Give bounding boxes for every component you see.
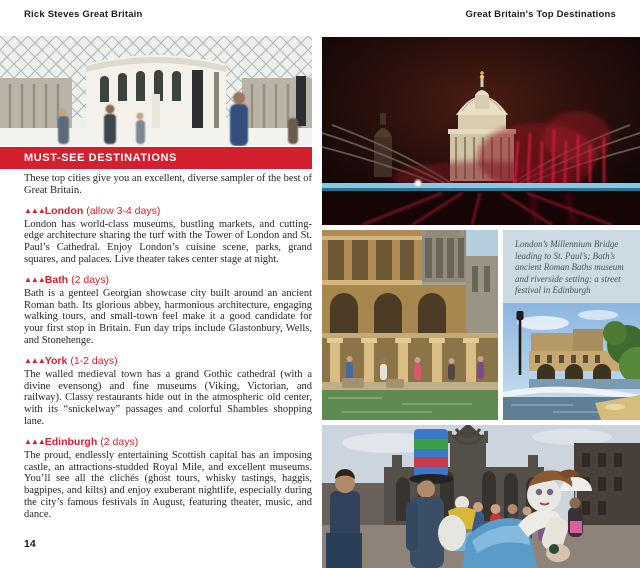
page-number: 14 <box>24 538 36 550</box>
section-edinburgh <box>24 436 312 521</box>
must-see-banner <box>0 147 312 169</box>
section-heading-york <box>24 355 312 367</box>
city-name: Edinburgh <box>44 435 98 448</box>
running-head-book-title: Rick Steves Great Britain <box>24 9 143 20</box>
section-york <box>24 355 312 428</box>
photo-british-museum <box>0 36 312 146</box>
rating-triangles-icon: ▲▲▲ <box>24 274 45 284</box>
photo-roman-baths <box>322 230 498 420</box>
city-name: London <box>44 204 84 217</box>
rating-triangles-icon: ▲▲▲ <box>24 355 45 365</box>
body-text-column <box>24 173 312 521</box>
rating-triangles-icon: ▲▲▲ <box>24 205 45 215</box>
visit-duration: (2 days) <box>71 273 110 286</box>
visit-duration: (2 days) <box>100 435 139 448</box>
section-body: London has world-class museums, bustling markets, and cutting-edge architecture sharing the turf with the Tower of London and St. Paul’s Cathedral. Enjoy London’s cuisine scene, parks, grand squares, and palaces. Live theater takes center stage at night. <box>24 218 312 265</box>
section-body: The walled medieval town has a grand Gothic cathedral (with a divine evensong) and fine museums (Viking, Victorian, and railway). Classy restaurants hide out in the atmospheric old center, with its “snickelway” passages and colorful Shambles shopping lane. <box>24 368 312 427</box>
photo-caption-text: London’s Millennium Bridge leading to St. Paul’s; Bath’s ancient Roman Baths museum and riverside setting; a street festival in Edinburgh <box>515 239 624 295</box>
section-heading-bath <box>24 274 312 286</box>
photo-st-pauls-millennium-bridge <box>322 37 640 225</box>
section-body: The proud, endlessly entertaining Scottish capital has an imposing castle, an attractions-studded Royal Mile, and excellent museums. You’ll see all the clichés (ghost tours, whisky tastings, haggis, bagpipes, and kilts) and enjoy exuberant nightlife, especially during the city’s famous festivals in August, featuring theater, music, and dance. <box>24 449 312 520</box>
photo-bath-riverside <box>503 303 640 420</box>
section-heading-london <box>24 205 312 217</box>
section-body: Bath is a genteel Georgian showcase city built around an ancient Roman bath. Its glorious abbey, harmonious architecture, engaging walking tours, and small-town feel make it a good candidate for your first stop in Britain. Fun day trips include Glastonbury, Wells, and Stonehenge. <box>24 287 312 346</box>
city-name: Bath <box>44 273 69 286</box>
rating-triangles-icon: ▲▲▲ <box>24 436 45 446</box>
visit-duration: (1-2 days) <box>70 354 118 367</box>
section-london <box>24 205 312 266</box>
banner-label: MUST-SEE DESTINATIONS <box>24 152 177 164</box>
photo-edinburgh-festival <box>322 425 640 568</box>
intro-paragraph: These top cities give you an excellent, diverse sampler of the best of Great Britain. <box>24 173 312 196</box>
city-name: York <box>44 354 68 367</box>
running-head-chapter-title: Great Britain's Top Destinations <box>465 9 616 20</box>
visit-duration: (allow 3-4 days) <box>86 204 161 217</box>
section-heading-edinburgh <box>24 436 312 448</box>
section-bath <box>24 274 312 347</box>
photo-caption-box <box>503 230 640 303</box>
